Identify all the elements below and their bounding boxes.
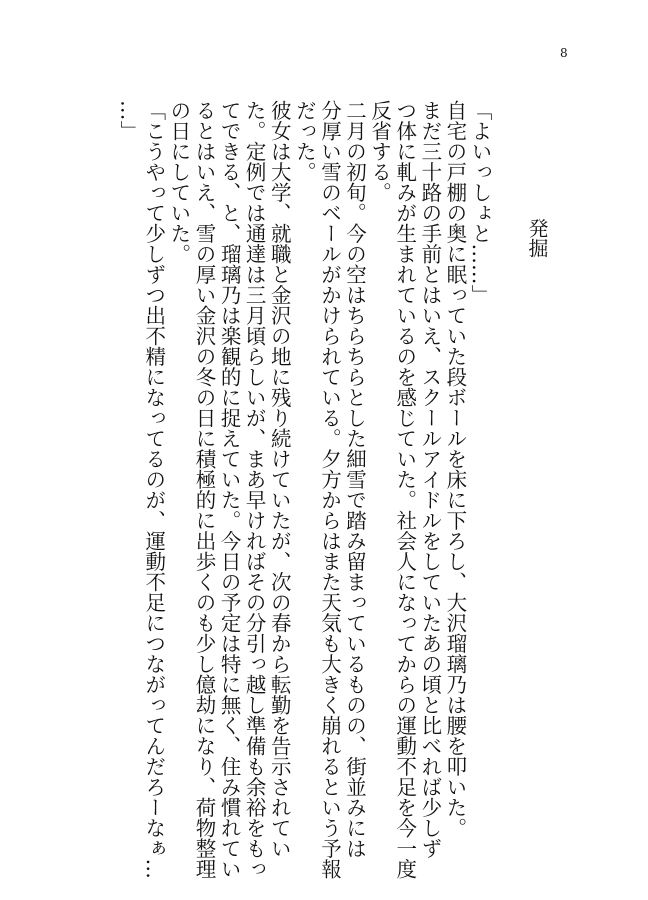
text-line: 反省する。 [367,100,392,203]
text-line: 彼女は大学、就職と金沢の地に残り続けていたが、次の春から転勤を告示されてい [267,100,292,859]
chapter-title: 発掘 [525,218,549,258]
body-text [116,100,492,879]
text-line: 分厚い雪のベールがかけられている。夕方からはまた天気も大きく崩れるという予報 [317,100,342,879]
text-line: 二月の初旬。今の空はちらちらとした細雪で踏み留まっているものの、街並みには [342,100,367,859]
text-line: …」 [116,100,141,141]
text-line: た。定例では通達は三月頃らしいが、まあ早ければその分引っ越し準備も余裕をもっ [242,100,267,879]
text-line: 「こうやって少しずつ出不精になってるのが、運動不足につながってんだろーなぁ… [141,100,166,879]
text-line: るとはいえ、雪の厚い金沢の冬の日に積極的に出歩くのも少し億劫になり、荷物整理 [191,100,216,879]
text-line: 自宅の戸棚の奥に眠っていた段ボールを床に下ろし、大沢瑠璃乃は腰を叩いた。 [442,100,467,838]
text-line: 「よいっしょと……」 [468,100,492,305]
text-line: だった。 [292,100,317,182]
page-number: 8 [560,46,568,60]
text-line: まだ三十路の手前とはいえ、スクールアイドルをしていたあの頃と比べれば少しず [417,100,442,859]
text-line: の日にしていた。 [166,100,191,264]
text-line: てできる、と、瑠璃乃は楽観的に捉えていた。今日の予定は特に無く、住み慣れてい [217,100,242,879]
text-line: つ体に軋みが生まれているのを感じていた。社会人になってからの運動不足を今一度 [392,100,417,879]
